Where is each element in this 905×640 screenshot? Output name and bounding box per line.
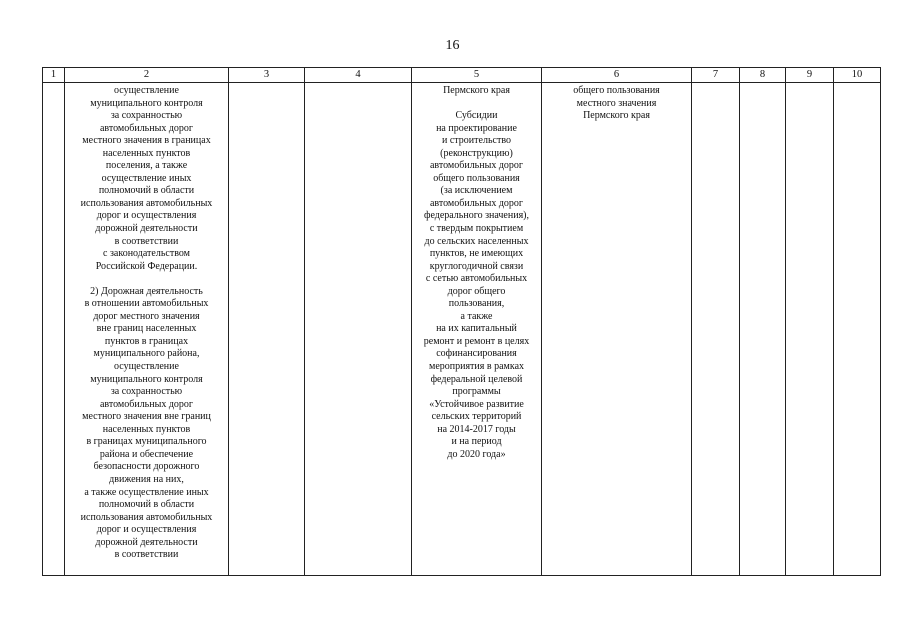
text-line: пунктов, не имеющих (429, 248, 524, 260)
text-line: а также осуществление иных (84, 486, 209, 498)
text-line: Пермского края (583, 110, 650, 122)
text-line: в соответствии (114, 549, 179, 561)
text-line: безопасности дорожного (93, 461, 200, 473)
text-line: федеральной целевой (430, 373, 523, 385)
text-line: в отношении автомобильных (84, 298, 209, 310)
cell-col-2 (65, 83, 229, 576)
text-line: софинансирования (436, 348, 517, 360)
cell-col-5 (412, 83, 542, 576)
text-line: круглогодичной связи (429, 260, 524, 272)
text-line: программы (452, 386, 501, 398)
column-header-7: 7 (692, 68, 740, 83)
text-line: общего пользования (573, 85, 660, 96)
column-header-10: 10 (834, 68, 881, 83)
text-line: муниципального района, (93, 348, 200, 360)
text-line: до 2020 года» (447, 448, 506, 460)
column-header-9: 9 (786, 68, 834, 83)
text-line: полномочий в области (98, 499, 195, 511)
text-line: в соответствии (114, 235, 179, 247)
text-line: использования автомобильных (80, 511, 213, 523)
column-header-3: 3 (229, 68, 305, 83)
text-line: Пермского края (443, 85, 510, 96)
text-line: сельских территорий (431, 411, 522, 423)
text-line: Российской Федерации. (95, 260, 198, 272)
text-line: дорог местного значения (93, 310, 200, 322)
text-line: за сохранностью (110, 110, 183, 122)
text-line: местного значения (576, 97, 657, 109)
col5-text-block-b (412, 110, 541, 461)
text-line: с твердым покрытием (429, 223, 524, 235)
text-line: осуществление (114, 85, 179, 96)
text-line: на их капитальный (436, 323, 517, 335)
text-line: движения на них, (109, 473, 184, 485)
column-header-5: 5 (412, 68, 542, 83)
text-line: до сельских населенных (424, 235, 529, 247)
text-line: использования автомобильных (80, 197, 213, 209)
cell-col-4 (305, 83, 412, 576)
text-line: а также (460, 310, 493, 322)
text-line: с законодательством (103, 248, 190, 260)
text-line: автомобильных дорог (99, 122, 194, 134)
column-header-6: 6 (542, 68, 692, 83)
text-line: муниципального контроля (90, 97, 203, 109)
text-line: дорожной деятельности (95, 536, 198, 548)
col2-text-block-a (65, 85, 228, 273)
text-line: и строительство (442, 135, 511, 147)
text-line: района и обеспечение (99, 448, 194, 460)
text-line: дорог и осуществления (96, 524, 197, 536)
page-number: 16 (445, 38, 460, 53)
text-line: 2) Дорожная деятельность (90, 285, 203, 297)
text-line: и на период (451, 436, 502, 448)
text-line: муниципального контроля (90, 373, 203, 385)
text-line: вне границ населенных (96, 323, 197, 335)
text-line: местного значения в границах (82, 135, 211, 147)
text-line: пунктов в границах (104, 335, 189, 347)
column-header-2: 2 (65, 68, 229, 83)
col2-text-block-b (65, 286, 228, 562)
column-header-4: 4 (305, 68, 412, 83)
text-line: автомобильных дорог (99, 398, 194, 410)
text-line: осуществление иных (101, 172, 192, 184)
text-line: (реконструкцию) (440, 147, 513, 159)
table-row (43, 83, 881, 576)
text-line: населенных пунктов (102, 423, 191, 435)
text-line: осуществление (114, 361, 179, 373)
cell-col-7 (692, 83, 740, 576)
col5-text-block-a (412, 85, 541, 98)
cell-col-3 (229, 83, 305, 576)
text-line: полномочий в области (98, 185, 195, 197)
cell-col-8 (740, 83, 786, 576)
text-line: на 2014-2017 годы (437, 423, 516, 435)
text-line: федерального значения), (423, 210, 530, 222)
text-line: местного значения вне границ (82, 411, 211, 423)
text-line: за сохранностью (110, 386, 183, 398)
cell-col-9 (786, 83, 834, 576)
text-line: в границах муниципального (86, 436, 207, 448)
text-line: автомобильных дорог (429, 160, 524, 172)
text-line: ремонт и ремонт в целях (423, 335, 530, 347)
text-line: поселения, а также (105, 160, 188, 172)
table-header-row (43, 68, 881, 83)
text-line: дорог и осуществления (96, 210, 197, 222)
cell-col-1 (43, 83, 65, 576)
column-header-8: 8 (740, 68, 786, 83)
col6-text-block (542, 85, 691, 123)
text-line: мероприятия в рамках (428, 361, 525, 373)
document-table (42, 67, 881, 576)
text-line: населенных пунктов (102, 147, 191, 159)
text-line: «Устойчивое развитие (429, 398, 524, 410)
text-line: (за исключением (440, 185, 513, 197)
cell-col-6 (542, 83, 692, 576)
text-line: на проектирование (436, 122, 517, 134)
text-line: с сетью автомобильных (425, 273, 528, 285)
text-line: дорожной деятельности (95, 223, 198, 235)
column-header-1: 1 (43, 68, 65, 83)
text-line: общего пользования (433, 172, 520, 184)
cell-col-10 (834, 83, 881, 576)
text-line: пользования, (448, 298, 505, 310)
text-line: дорог общего (447, 285, 506, 297)
text-line: автомобильных дорог (429, 197, 524, 209)
text-line: Субсидии (455, 110, 498, 122)
